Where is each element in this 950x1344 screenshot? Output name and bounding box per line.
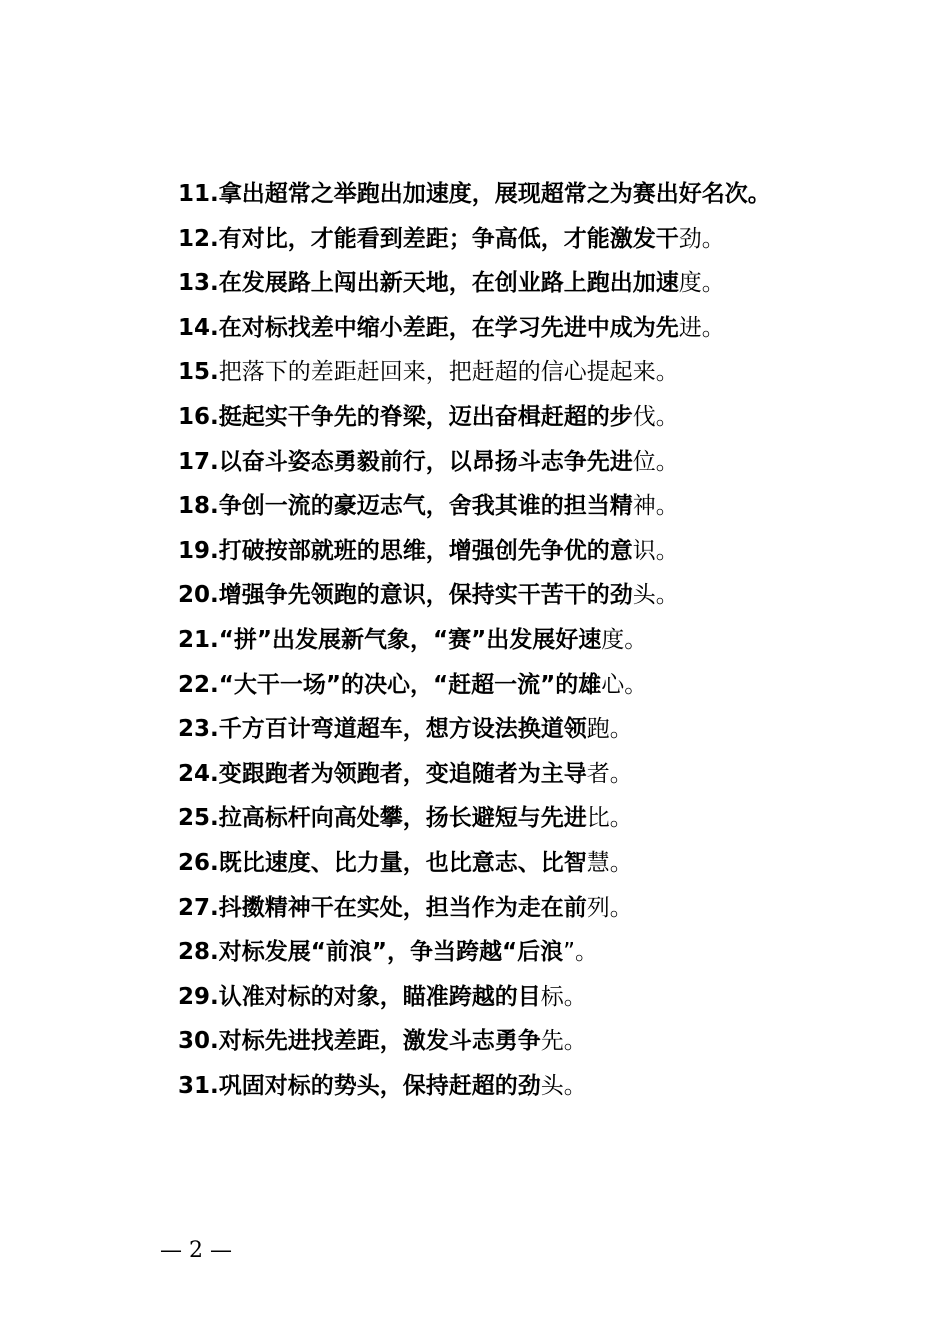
item-number: 11. [178,181,219,207]
item-number: 19. [178,537,219,564]
item-tail: 劲。 [678,225,725,252]
item-text: 千方百计弯道超车，想方设法换道领 [218,716,587,743]
item-tail: 度。 [678,270,725,297]
item-number: 16. [178,403,219,430]
item-text: 增强争先领跑的意识，保持实干苦干的劲 [218,582,633,609]
item-text: 对标先进找差距，激发斗志勇争 [218,1028,541,1055]
item-text: 认准对标的对象，瞄准跨越的目 [218,983,541,1010]
list-item [130,395,790,440]
item-tail: 比。 [586,805,633,832]
item-number: 13. [178,270,219,297]
item-text: “大干一场”的决心，“赶超一流”的雄 [218,671,602,698]
item-number: 31. [178,1072,219,1099]
item-number: 28. [178,939,219,966]
list-item [130,707,790,752]
slogan-list [130,172,790,1108]
item-tail: 把落下的差距赶回来，把赶超的信心提起来。 [218,359,679,386]
item-tail: 先。 [540,1028,587,1055]
item-number: 27. [178,894,219,921]
list-item [130,484,790,529]
item-tail: 伐。 [632,403,679,430]
item-tail: 进。 [678,314,725,341]
list-item [130,796,790,841]
item-text: 挺起实干争先的脊梁，迈出奋楫赶超的步 [218,403,633,430]
list-item [130,663,790,708]
item-number: 21. [178,626,219,653]
item-text: 变跟跑者为领跑者，变追随者为主导 [218,760,587,787]
item-text: 打破按部就班的思维，增强创先争优的意 [218,537,633,564]
item-number: 15. [178,359,219,386]
item-tail: 心。 [601,671,648,698]
list-item [130,1019,790,1064]
list-item [130,217,790,262]
list-item [130,841,790,886]
item-tail: 列。 [586,894,633,921]
item-number: 24. [178,760,219,787]
item-tail: 头。 [632,582,679,609]
item-tail: 识。 [632,537,679,564]
list-item [130,975,790,1020]
item-text: 既比速度、比力量，也比意志、比智 [218,849,587,876]
item-number: 14. [178,314,219,341]
item-text: 以奋斗姿态勇毅前行，以昂扬斗志争先进 [218,448,633,475]
list-item [130,529,790,574]
item-number: 29. [178,983,219,1010]
item-number: 20. [178,582,219,609]
item-tail: 慧。 [586,849,633,876]
list-item [130,306,790,351]
item-number: 25. [178,805,219,832]
list-item [130,1064,790,1109]
item-tail: 位。 [632,448,679,475]
list-item [130,886,790,931]
list-item [130,350,790,395]
page-number: — 2 — [160,1238,232,1263]
item-text: 有对比，才能看到差距；争高低，才能激发干 [218,225,679,252]
item-number: 26. [178,849,219,876]
item-tail: 者。 [586,760,633,787]
item-tail: 神。 [632,493,679,520]
item-text: “拼”出发展新气象，“赛”出发展好速 [218,626,602,653]
item-text: 拉高标杆向高处攀，扬长避短与先进 [218,805,587,832]
item-tail: 头。 [540,1072,587,1099]
item-number: 17. [178,448,219,475]
item-tail: 标。 [540,983,587,1010]
item-text: 在发展路上闯出新天地，在创业路上跑出加速 [218,270,679,297]
list-item [130,618,790,663]
item-tail: 跑。 [586,716,633,743]
item-text: 巩固对标的势头，保持赶超的劲 [218,1072,541,1099]
item-text: 拿出超常之举跑出加速度，展现超常之为赛出好名次。 [218,181,771,207]
item-number: 30. [178,1028,219,1055]
item-text: 在对标找差中缩小差距，在学习先进中成为先 [218,314,679,341]
list-item [130,752,790,797]
item-tail: ”。 [563,939,599,966]
list-item [130,261,790,306]
list-item [130,172,790,217]
item-number: 18. [178,493,219,520]
item-text: 对标发展“前浪”，争当跨越“后浪 [218,939,564,966]
item-number: 12. [178,225,219,252]
item-text: 争创一流的豪迈志气，舍我其谁的担当精 [218,493,633,520]
item-text: 抖擞精神干在实处，担当作为走在前 [218,894,587,921]
list-item [130,573,790,618]
item-number: 22. [178,671,219,698]
item-tail: 度。 [601,626,648,653]
list-item [130,930,790,975]
list-item [130,440,790,485]
item-number: 23. [178,716,219,743]
